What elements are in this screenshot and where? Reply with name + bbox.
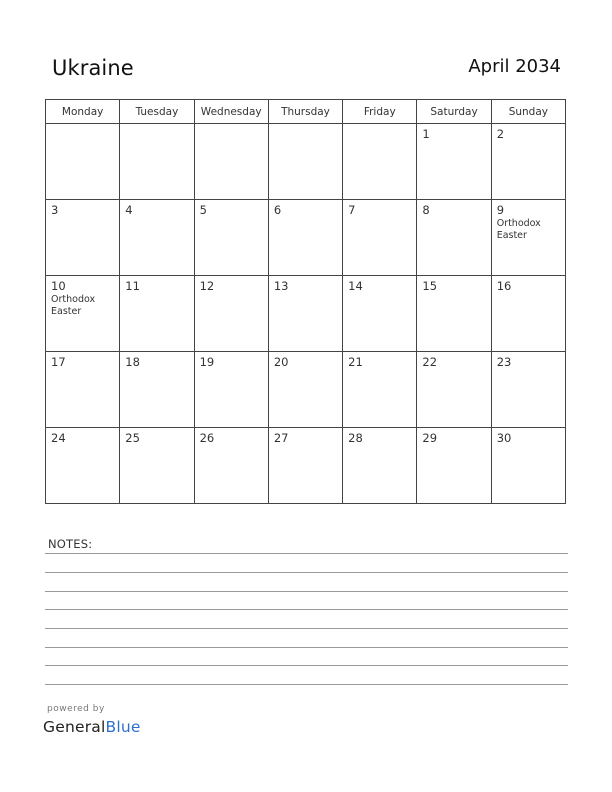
day-cell — [343, 352, 417, 428]
weekday-header: Tuesday — [120, 100, 194, 124]
day-cell — [46, 352, 120, 428]
notes-label: NOTES: — [48, 537, 93, 551]
day-number: 11 — [125, 279, 140, 293]
day-number: 12 — [199, 279, 215, 293]
day-cell — [417, 124, 491, 200]
holiday-label: Orthodox Easter — [51, 294, 96, 317]
note-line — [45, 572, 568, 573]
weekday-header: Monday — [46, 100, 120, 124]
day-number: 30 — [496, 431, 512, 445]
day-cell — [120, 276, 194, 352]
day-cell — [194, 124, 268, 200]
day-cell — [120, 124, 194, 200]
day-number: 21 — [348, 355, 363, 369]
calendar-week-row — [46, 352, 566, 428]
day-number: 14 — [348, 279, 363, 293]
day-number: 25 — [125, 431, 140, 445]
day-cell — [120, 352, 194, 428]
day-number: 19 — [199, 355, 215, 369]
calendar-week-row — [46, 428, 566, 504]
day-cell — [268, 352, 342, 428]
note-line — [45, 553, 568, 554]
day-cell — [491, 124, 565, 200]
powered-by-label: powered by — [47, 704, 105, 714]
weekday-header: Sunday — [491, 100, 565, 124]
day-cell — [268, 124, 342, 200]
day-cell — [46, 124, 120, 200]
note-line — [45, 647, 568, 648]
weekday-header: Friday — [343, 100, 417, 124]
day-number: 8 — [422, 203, 430, 217]
day-number: 24 — [51, 431, 66, 445]
day-number: 18 — [125, 355, 140, 369]
brand-general-text: General — [43, 718, 106, 736]
day-cell — [194, 200, 268, 276]
day-cell — [343, 276, 417, 352]
weekday-header-row — [46, 100, 566, 124]
brand-blue-text: Blue — [105, 718, 141, 736]
day-number: 13 — [273, 279, 289, 293]
note-line — [45, 609, 568, 610]
day-number: 10 — [51, 279, 66, 293]
country-title: Ukraine — [52, 56, 134, 80]
day-number: 6 — [273, 203, 282, 217]
day-number: 5 — [199, 203, 207, 217]
day-cell — [46, 276, 120, 352]
calendar-week-row — [46, 124, 566, 200]
calendar-body — [46, 124, 566, 504]
day-number: 2 — [496, 127, 505, 141]
day-number: 17 — [51, 355, 66, 369]
day-number: 23 — [496, 355, 512, 369]
day-cell — [268, 428, 342, 504]
day-number: 28 — [348, 431, 363, 445]
weekday-header: Thursday — [268, 100, 342, 124]
day-cell — [268, 200, 342, 276]
day-cell — [46, 200, 120, 276]
note-line — [45, 591, 568, 592]
note-line — [45, 665, 568, 666]
day-number: 4 — [125, 203, 133, 217]
day-cell — [417, 200, 491, 276]
month-title: April 2034 — [468, 56, 561, 77]
day-number: 16 — [496, 279, 512, 293]
weekday-header: Saturday — [417, 100, 491, 124]
day-cell — [194, 276, 268, 352]
day-number: 7 — [348, 203, 356, 217]
day-number: 20 — [273, 355, 289, 369]
day-cell — [46, 428, 120, 504]
day-number: 15 — [422, 279, 438, 293]
day-cell — [120, 200, 194, 276]
day-number: 22 — [422, 355, 438, 369]
day-number: 29 — [422, 431, 438, 445]
day-cell — [417, 352, 491, 428]
day-cell — [343, 428, 417, 504]
day-cell — [491, 352, 565, 428]
day-cell — [491, 276, 565, 352]
holiday-label: Orthodox Easter — [496, 218, 541, 241]
day-number: 1 — [422, 127, 430, 141]
note-line — [45, 628, 568, 629]
day-cell — [194, 352, 268, 428]
day-cell — [120, 428, 194, 504]
day-number: 3 — [51, 203, 59, 217]
day-cell — [491, 428, 565, 504]
day-number: 9 — [496, 203, 505, 217]
day-number: 27 — [273, 431, 289, 445]
calendar-week-row — [46, 200, 566, 276]
day-cell — [417, 428, 491, 504]
note-line — [45, 684, 568, 685]
day-cell — [343, 124, 417, 200]
calendar-grid — [45, 99, 566, 504]
day-cell — [268, 276, 342, 352]
day-cell — [194, 428, 268, 504]
day-number: 26 — [199, 431, 215, 445]
generalblue-logo — [43, 717, 141, 737]
weekday-header: Wednesday — [194, 100, 268, 124]
day-cell — [491, 200, 565, 276]
day-cell — [417, 276, 491, 352]
calendar-week-row — [46, 276, 566, 352]
day-cell — [343, 200, 417, 276]
